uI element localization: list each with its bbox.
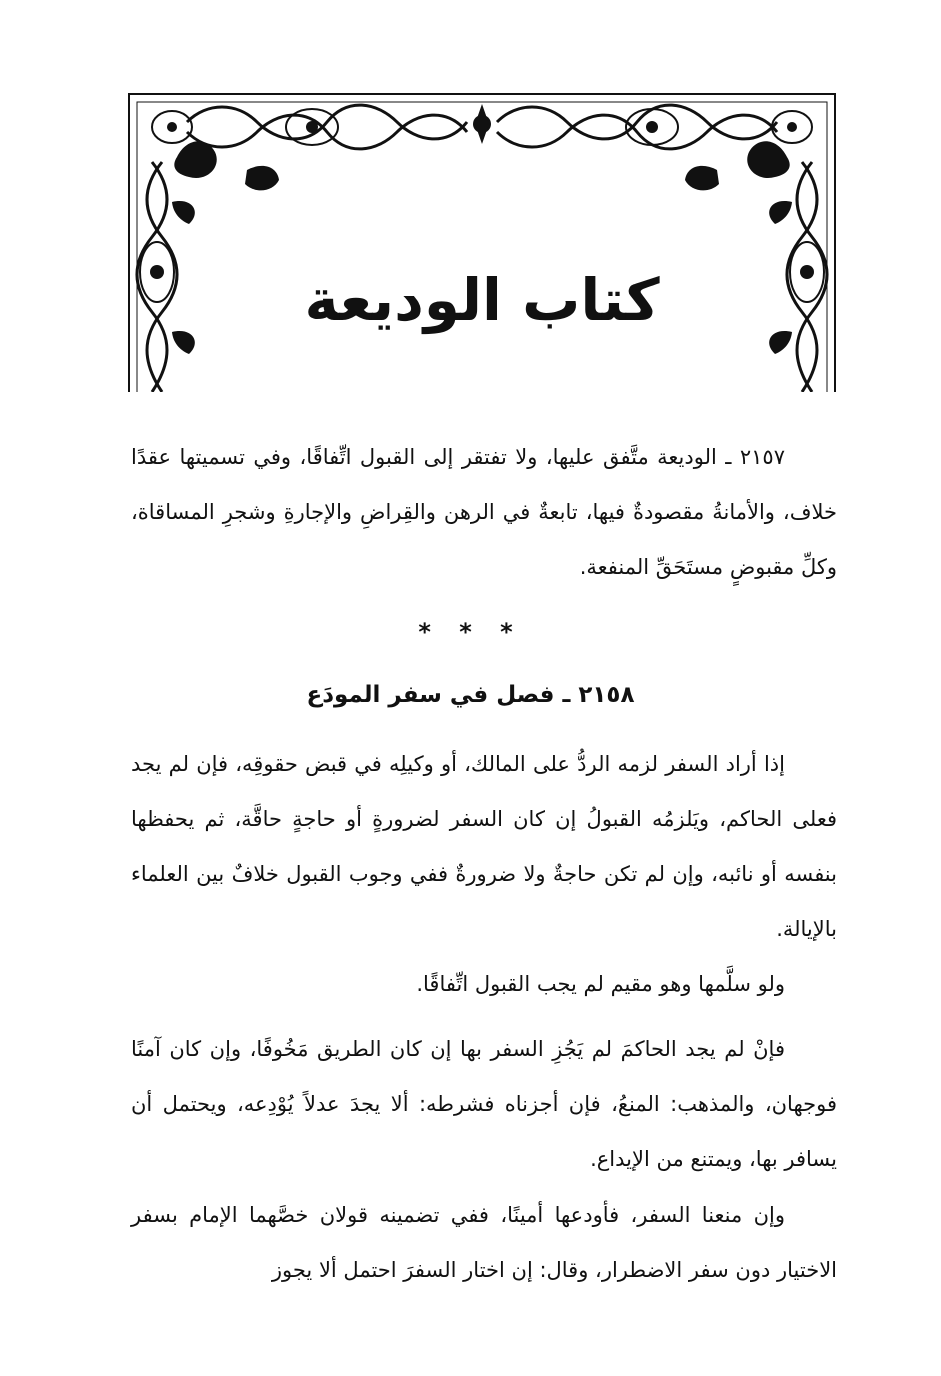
paragraph-no-judge: فإنْ لم يجد الحاكمَ لم يَجُزِ السفر بها إن كان الطريق مَخُوفًا، وإن كان آمنًا فوجهان، والمذهب: المنعُ، فإن أجزناه فشرطه: ألا يجدَ عدلاً يُوْدِعه، ويحتمل أن يسافر بها، ويمتنع من الإيداع.: [131, 1037, 837, 1171]
section-heading: ٢١٥٨ ـ فصل في سفر المودَع: [306, 682, 635, 708]
book-title: كتاب الوديعة: [304, 266, 660, 334]
section-separator: * * *: [418, 618, 523, 646]
paragraph-travel-return: إذا أراد السفر لزمه الردُّ على المالك، أو وكيلِه في قبض حقوقِه، فإن لم يجد فعلى الحاكم، ويَلزمُه القبولُ إن كان السفر لضرورةٍ أو حاجةٍ حاقَّة، ثم يحفظها بنفسه أو نائبه، وإن لم تكن حاجةٌ ولا ضرورةٌ ففي وجوب القبول خلافٌ بين العلماء بالإيالة.: [131, 752, 837, 941]
paragraph-2157: ٢١٥٧ ـ الوديعة متَّفق عليها، ولا تفتقر إلى القبول اتِّفاقًا، وفي تسميتها عقدًا خلاف، والأمانةُ مقصودةٌ فيها، تابعةٌ في الرهن والقِراضِ والإجارةِ وشجرِ المساقاة، وكلِّ مقبوضٍ مستَحَقِّ المنفعة.: [131, 445, 837, 579]
paragraph-forbidden-travel: وإن منعنا السفر، فأودعها أمينًا، ففي تضمينه قولان خصَّهما الإمام بسفر الاختيار دون سفر الاضطرار، وقال: إن اختار السفرَ احتمل ألا يجوز: [131, 1203, 837, 1282]
paragraph-resident: ولو سلَّمها وهو مقيم لم يجب القبول اتِّفاقًا.: [416, 972, 785, 996]
